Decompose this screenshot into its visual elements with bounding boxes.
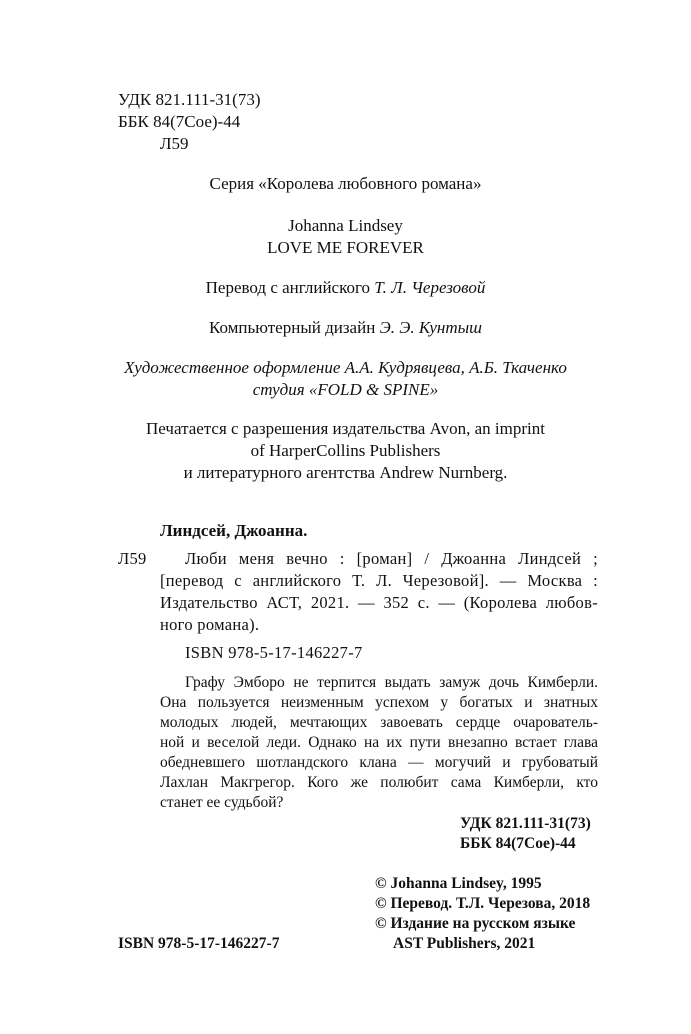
art-studio: студия «FOLD & SPINE» (252, 380, 439, 399)
udk-code: УДК 821.111-31(73) (118, 90, 261, 109)
design-credit (0, 318, 691, 338)
author-mark: Л59 (160, 134, 189, 153)
design-label: Компьютерный дизайн (209, 318, 376, 337)
copyright-line: © Johanna Lindsey, 1995 (375, 875, 542, 892)
original-title: LOVE ME FOREVER (267, 238, 424, 257)
translation-label: Перевод с английского (205, 278, 371, 297)
isbn-bottom: ISBN 978-5-17-146227-7 (118, 935, 280, 952)
permission-line: и литературного агентства Andrew Nurnberg. (183, 463, 508, 482)
translator-name: Т. Л. Черезовой (374, 278, 486, 297)
catalog-line: Издательство АСТ, 2021. — 352 с. — (Королева любов- (160, 593, 598, 612)
catalog-line: ного романа). (160, 615, 260, 634)
footer-udk: УДК 821.111-31(73) (460, 815, 591, 832)
catalog-line: [перевод с английского Т. Л. Черезовой]. — Москва : (160, 571, 598, 590)
summary-line: Она пользуется неизменным успехом у богатых и знатных (160, 694, 598, 711)
summary-line: молодых людей, мечтающих завоевать сердце очарователь- (160, 714, 598, 731)
summary-line: станет ее судьбой? (160, 794, 284, 811)
original-author: Johanna Lindsey (288, 216, 403, 235)
translation-credit (0, 278, 691, 298)
copyright-line: AST Publishers, 2021 (393, 935, 536, 952)
permission-line: of HarperCollins Publishers (250, 441, 441, 460)
bbk-code: ББК 84(7Сое)-44 (118, 112, 241, 131)
summary-line: обедневшего шотландского клана — могучий и грубоватый (160, 754, 598, 771)
permission-line: Печатается с разрешения издательства Avon, an imprint (146, 419, 545, 438)
designer-name: Э. Э. Кунтыш (379, 318, 482, 337)
series: Серия «Королева любовного романа» (209, 174, 482, 193)
catalog-mark: Л59 (118, 549, 147, 568)
catalog-heading: Линдсей, Джоанна. (160, 521, 308, 540)
summary-line: ной и веселой леди. Однако на их пути внезапно встает глава (160, 734, 598, 751)
footer-bbk: ББК 84(7Сое)-44 (460, 835, 576, 852)
summary-line: Лахлан Макгрегор. Кого же полюбит сама Кимберли, кто (160, 774, 598, 791)
summary-line: Графу Эмборо не терпится выдать замуж дочь Кимберли. (185, 674, 598, 691)
catalog-isbn: ISBN 978-5-17-146227-7 (185, 643, 363, 662)
copyright-line: © Перевод. Т.Л. Черезова, 2018 (375, 895, 591, 912)
art-credit: Художественное оформление А.А. Кудрявцева, А.Б. Ткаченко (124, 358, 567, 377)
catalog-line: Люби меня вечно : [роман] / Джоанна Линдсей ; (185, 549, 598, 568)
copyright-line: © Издание на русском языке (375, 915, 576, 932)
